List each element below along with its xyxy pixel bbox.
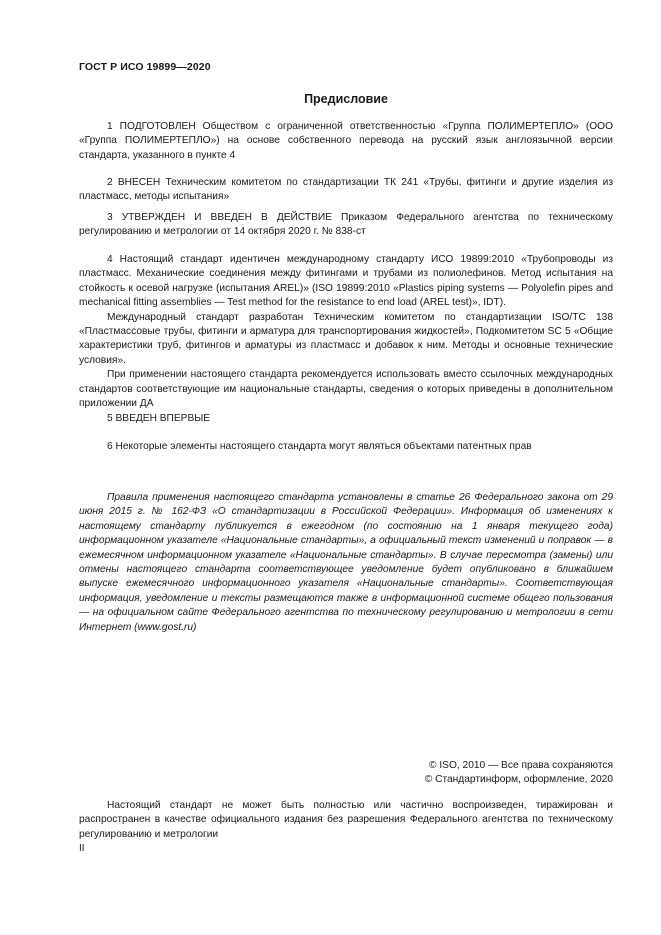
section-5-text: 5 ВВЕДЕН ВПЕРВЫЕ bbox=[107, 413, 211, 424]
section-3-text: 3 УТВЕРЖДЕН И ВВЕДЕН В ДЕЙСТВИЕ Приказом Федерального агентства по техническому регулированию и метрологии от 14 октября 2020 г. № 838-ст bbox=[79, 212, 613, 238]
reproduction-notice: Настоящий стандарт не может быть полностью или частично воспроизведен, тиражирован и распространен в качестве официального издания без разрешения Федерального агентства по техническому регулированию и метрологии bbox=[79, 800, 613, 840]
page-number: II bbox=[79, 843, 85, 854]
section-4-references-text: При применении настоящего стандарта рекомендуется использовать вместо ссылочных международных стандартов соответствующие им национальные стандарты, сведения о которых приведены в дополнительном приложении ДА bbox=[79, 369, 613, 410]
section-4-identity-text: 4 Настоящий стандарт идентичен международному стандарту ИСО 19899:2010 «Трубопроводы из пластмасс. Механические соединения между фитингами и трубами из полиолефинов. Метод испытания на стойкость к осевой нагрузке (испытания AREL)» (ISO 19899:2010 «Plastics piping systems — Polyolefin pipes and mechanical fitting assemblies — Test method for the resistance to end load (AREL test)», IDT). bbox=[79, 254, 613, 309]
copyright-standartinform: © Стандартинформ, оформление, 2020 bbox=[424, 774, 613, 786]
section-6 bbox=[79, 440, 613, 454]
section-4-committee-text: Международный стандарт разработан Техническим комитетом по стандартизации ISO/TC 138 «Пластмассовые трубы, фитинги и арматура для транспортирования жидкостей», Подкомитетом SC 5 «Общие характеристики труб, фитингов и арматуры из пластмасс и добавок к ним. Методы и основные технические условия». bbox=[79, 311, 613, 366]
section-4 bbox=[79, 253, 613, 411]
page-title: Предисловие bbox=[304, 92, 388, 106]
copyright-iso: © ISO, 2010 — Все права сохраняются bbox=[429, 760, 613, 771]
copyright-block bbox=[425, 759, 613, 788]
section-2 bbox=[79, 176, 613, 205]
section-1 bbox=[79, 120, 613, 163]
rules-notice: Правила применения настоящего стандарта установлены в статье 26 Федерального закона от 29 июня 2015 г. № 162-ФЗ «О стандартизации в Российской Федерации». Информация об изменениях к настоящему стандарту публикуется в ежегодном (по состоянию на 1 января текущего года) информационном указателе «Национальные стандарты», а официальный текст изменений и поправок — в ежемесячном информационном указателе «Национальные стандарты». В случае пересмотра (замены) или отмены настоящего стандарта соответствующее уведомление будет опубликовано в ближайшем выпуске ежемесячного информационного указателя «Национальные стандарты». Соответствующая информация, уведомление и тексты размещаются также в информационной системе общего пользования — на официальном сайте Федерального агентства по техническому регулированию и метрологии в сети Интернет (www.gost.ru) bbox=[79, 492, 613, 633]
section-3 bbox=[79, 211, 613, 240]
section-6-text: 6 Некоторые элементы настоящего стандарта могут являться объектами патентных прав bbox=[107, 441, 532, 452]
reproduction-notice-block bbox=[79, 799, 613, 842]
document-header: ГОСТ Р ИСО 19899—2020 bbox=[79, 61, 211, 73]
section-5 bbox=[79, 412, 613, 426]
section-1-text: 1 ПОДГОТОВЛЕН Обществом с ограниченной ответственностью «Группа ПОЛИМЕРТЕПЛО» (ООО «Группа ПОЛИМЕРТЕПЛО») на основе собственного перевода на русский язык англоязычной версии стандарта, указанного в пункте 4 bbox=[79, 121, 613, 161]
section-2-text: 2 ВНЕСЕН Техническим комитетом по стандартизации ТК 241 «Трубы, фитинги и другие изделия из пластмасс, методы испытания» bbox=[79, 177, 613, 203]
